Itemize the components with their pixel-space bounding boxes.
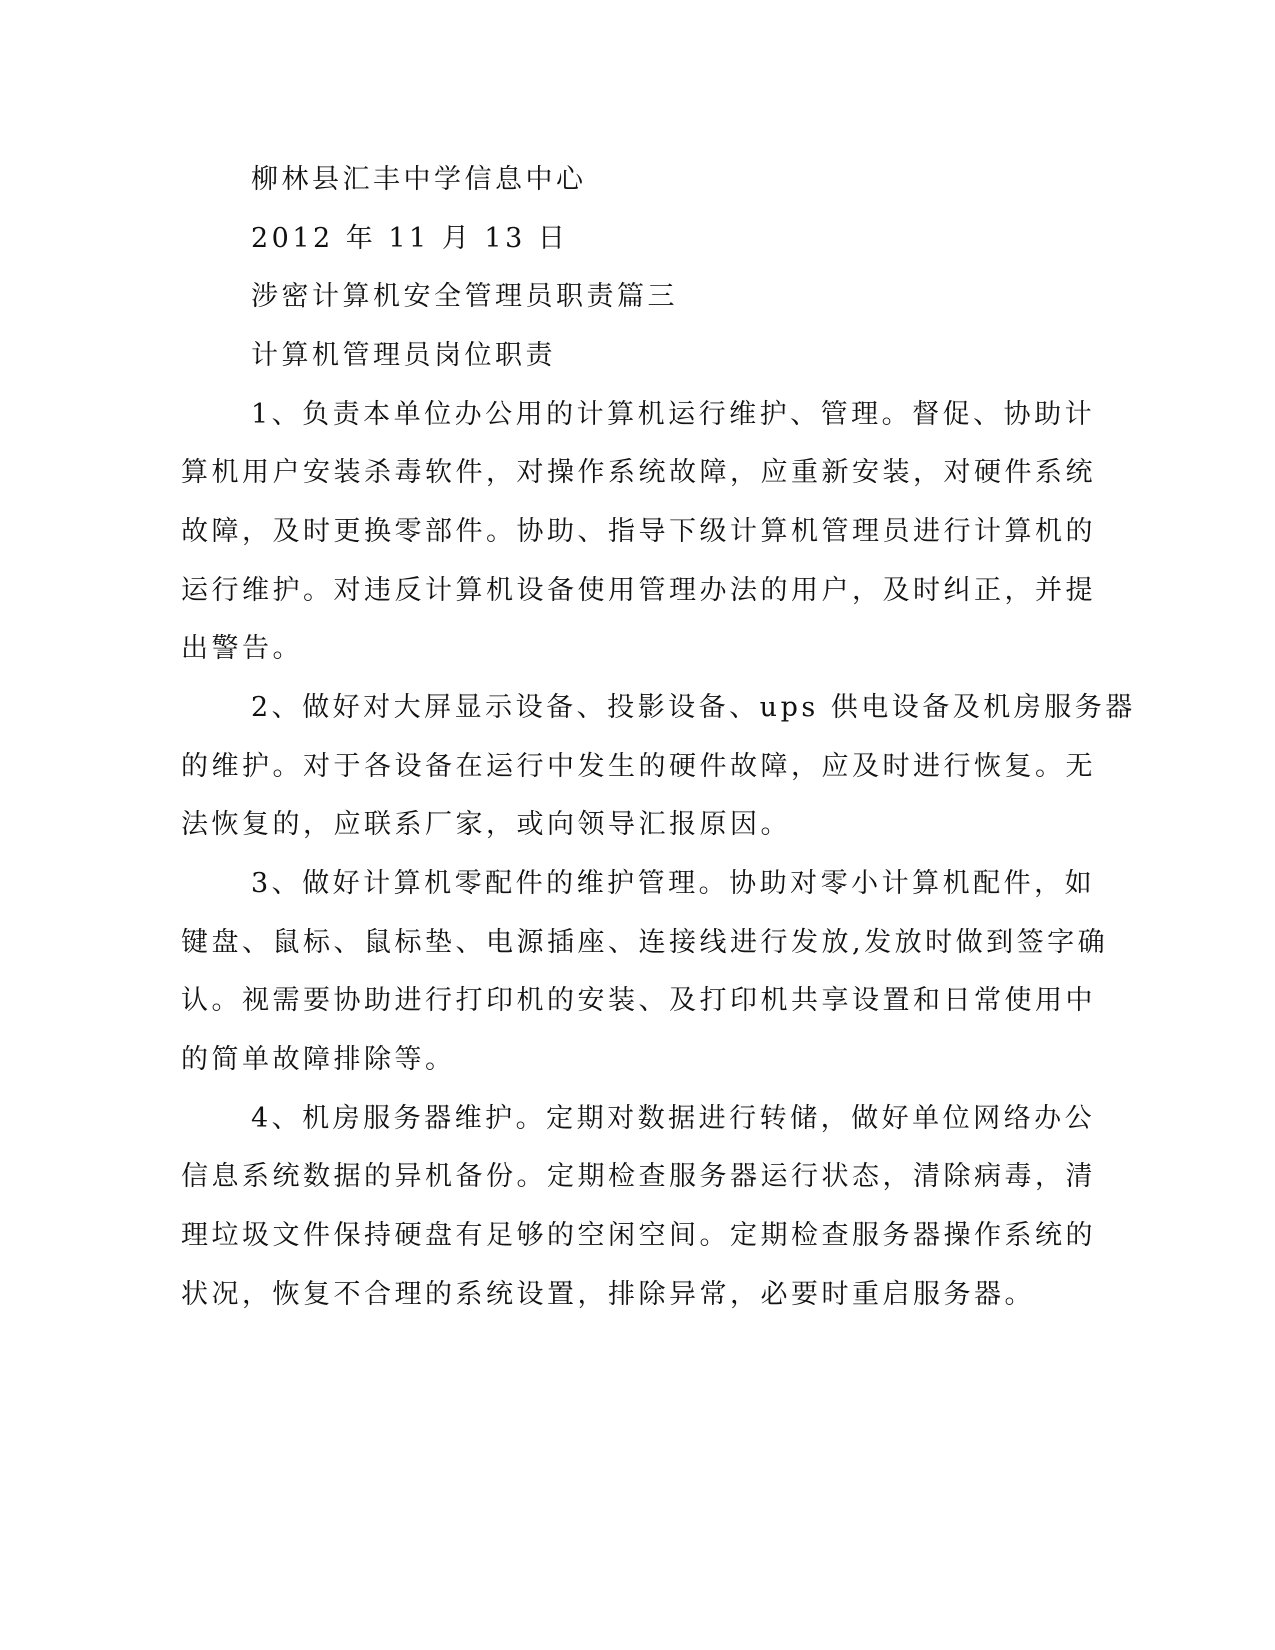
paragraph-line: 算机用户安装杀毒软件，对操作系统故障，应重新安装，对硬件系统: [181, 457, 1096, 488]
paragraph-line: 认。视需要协助进行打印机的安装、及打印机共享设置和日常使用中: [181, 985, 1096, 1016]
paragraph-line: 法恢复的，应联系厂家，或向领导汇报原因。: [181, 809, 791, 840]
paragraph-line: 运行维护。对违反计算机设备使用管理办法的用户，及时纠正，并提: [181, 575, 1096, 606]
paragraph-line: 的简单故障排除等。: [181, 1044, 456, 1075]
section-subtitle: 计算机管理员岗位职责: [251, 340, 556, 371]
paragraph-line: 3、做好计算机零配件的维护管理。协助对零小计算机配件，如: [251, 868, 1096, 899]
paragraph-line: 理垃圾文件保持硬盘有足够的空闲空间。定期检查服务器操作系统的: [181, 1220, 1096, 1251]
paragraph-line: 的维护。对于各设备在运行中发生的硬件故障，应及时进行恢复。无: [181, 751, 1096, 782]
school-name: 柳林县汇丰中学信息中心: [251, 164, 587, 195]
paragraph-line: 故障，及时更换零部件。协助、指导下级计算机管理员进行计算机的: [181, 516, 1096, 547]
paragraph-line: 4、机房服务器维护。定期对数据进行转储，做好单位网络办公: [251, 1103, 1096, 1134]
paragraph-line: 信息系统数据的异机备份。定期检查服务器运行状态，清除病毒，清: [181, 1161, 1096, 1192]
paragraph-line: 出警告。: [181, 633, 303, 664]
paragraph-line: 键盘、鼠标、鼠标垫、电源插座、连接线进行发放,发放时做到签字确: [181, 927, 1109, 958]
paragraph-line: 状况，恢复不合理的系统设置，排除异常，必要时重启服务器。: [181, 1279, 1035, 1310]
section-title: 涉密计算机安全管理员职责篇三: [251, 281, 678, 312]
document-date: 2012 年 11 月 13 日: [251, 223, 569, 254]
paragraph-line: 2、做好对大屏显示设备、投影设备、ups 供电设备及机房服务器: [251, 692, 1136, 723]
paragraph-line: 1、负责本单位办公用的计算机运行维护、管理。督促、协助计: [251, 399, 1096, 430]
